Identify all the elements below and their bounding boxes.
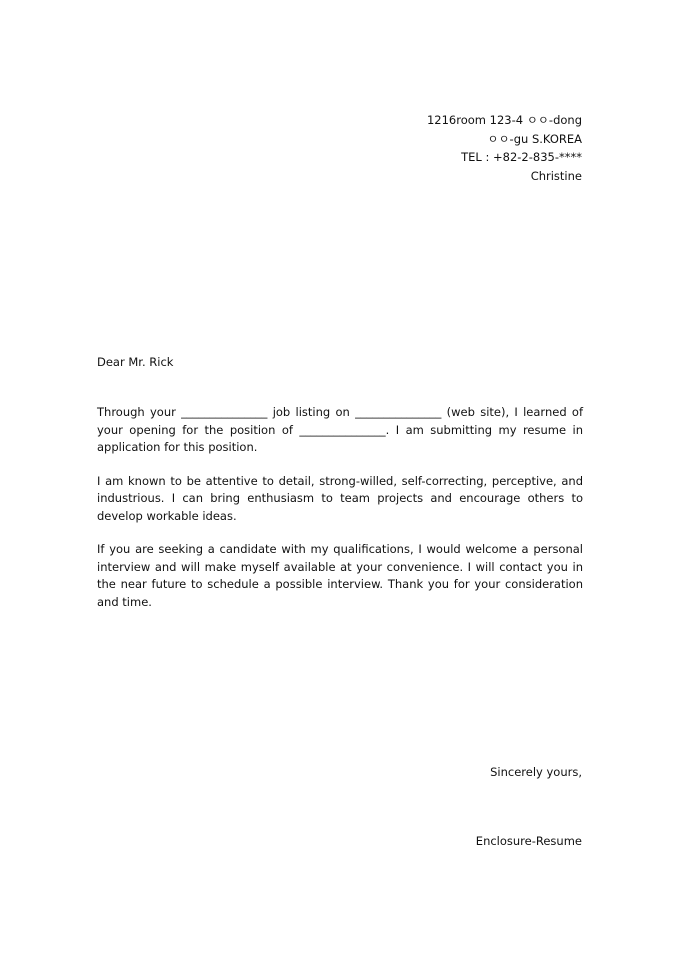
body-paragraph-2: I am known to be attentive to detail, strong-willed, self-correcting, perceptive, and industrious. I can bring enthusiasm to team projects and encourage others to develop workable ideas. bbox=[97, 473, 583, 523]
closing: Sincerely yours, bbox=[490, 765, 582, 779]
sender-address-line2: ㅇㅇ-gu S.KOREA bbox=[487, 131, 582, 146]
sender-name: Christine bbox=[530, 168, 582, 183]
enclosure-note: Enclosure-Resume bbox=[475, 834, 582, 848]
sender-block bbox=[427, 111, 582, 185]
body-paragraph-1: Through your _______________ job listing on _______________ (web site), I learned of your opening for the position of _______________. I am submitting my resume in application for this position. bbox=[97, 405, 583, 454]
sender-telephone: TEL : +82-2-835-**** bbox=[461, 150, 582, 164]
sender-address-line1: 1216room 123-4 ㅇㅇ-dong bbox=[426, 113, 582, 127]
letter-body bbox=[97, 404, 583, 627]
salutation: Dear Mr. Rick bbox=[97, 355, 174, 369]
body-paragraph-3: If you are seeking a candidate with my qualifications, I would welcome a personal interview and will make myself available at your convenience. I will contact you in the near future to schedule a possible interview. Thank you for your consideration and time. bbox=[97, 542, 583, 609]
